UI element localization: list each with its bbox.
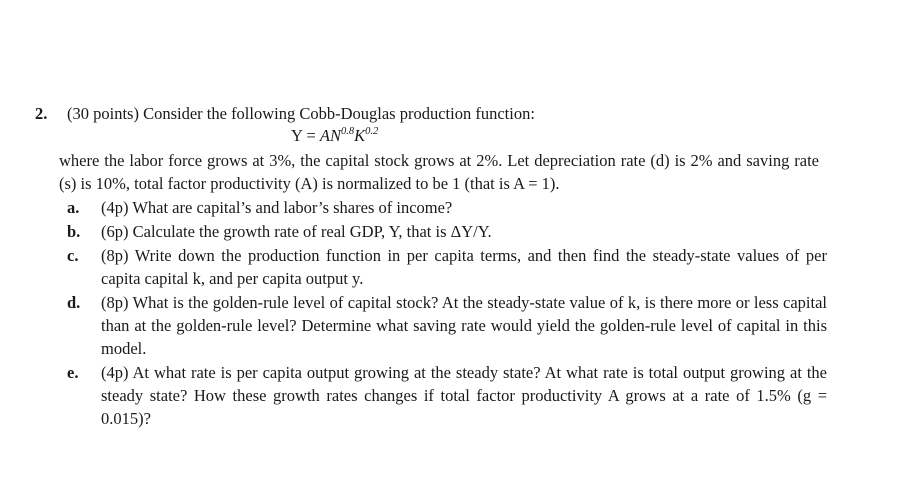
equation-lhs: Y (291, 126, 303, 145)
question-part-c (35, 244, 835, 290)
question-header (35, 103, 835, 125)
question-2 (35, 103, 835, 431)
question-part-d (35, 291, 835, 360)
question-number: 2. (35, 104, 48, 123)
part-letter: a. (67, 198, 80, 217)
equation-K: K (354, 126, 366, 145)
question-part-a (35, 196, 835, 219)
question-part-b (35, 220, 835, 243)
part-text: (4p) What are capital’s and labor’s shares of income? (101, 198, 453, 217)
equation-N: N (329, 126, 341, 145)
part-letter: d. (67, 293, 81, 312)
question-parts-list (35, 196, 835, 430)
part-letter: c. (67, 246, 79, 265)
question-intro (35, 149, 819, 195)
question-stem: (30 points) Consider the following Cobb-Douglas production function: (67, 104, 535, 123)
equation-A: A (319, 126, 330, 145)
intro-text: where the labor force grows at 3%, the capital stock grows at 2%. Let depreciation rate (d) is 2% and saving rate (s) is 10%, total factor productivity (A) is normalized to be 1 (that is A = 1). (59, 151, 819, 193)
part-letter: b. (67, 222, 81, 241)
production-function-equation (35, 125, 835, 149)
part-text: (4p) At what rate is per capita output growing at the steady state? At what rate is total output growing at the steady state? How these growth rates changes if total factor productivity A grows at a rate of 1.5% (g = 0.015)? (101, 363, 827, 428)
part-text: (8p) Write down the production function in per capita terms, and then find the steady-state values of per capita capital k, and per capita output y. (101, 246, 827, 288)
part-letter: e. (67, 363, 79, 382)
question-part-e (35, 361, 835, 430)
equation-equals: = (302, 126, 320, 145)
equation-n-exponent: 0.8 (340, 126, 355, 137)
equation-k-exponent: 0.2 (365, 126, 379, 137)
part-text: (6p) Calculate the growth rate of real GDP, Y, that is ΔY/Y. (101, 222, 492, 241)
part-text: (8p) What is the golden-rule level of capital stock? At the steady-state value of k, is there more or less capital than at the golden-rule level? Determine what saving rate would yield the golden-rule level of capital in this model. (101, 293, 827, 358)
